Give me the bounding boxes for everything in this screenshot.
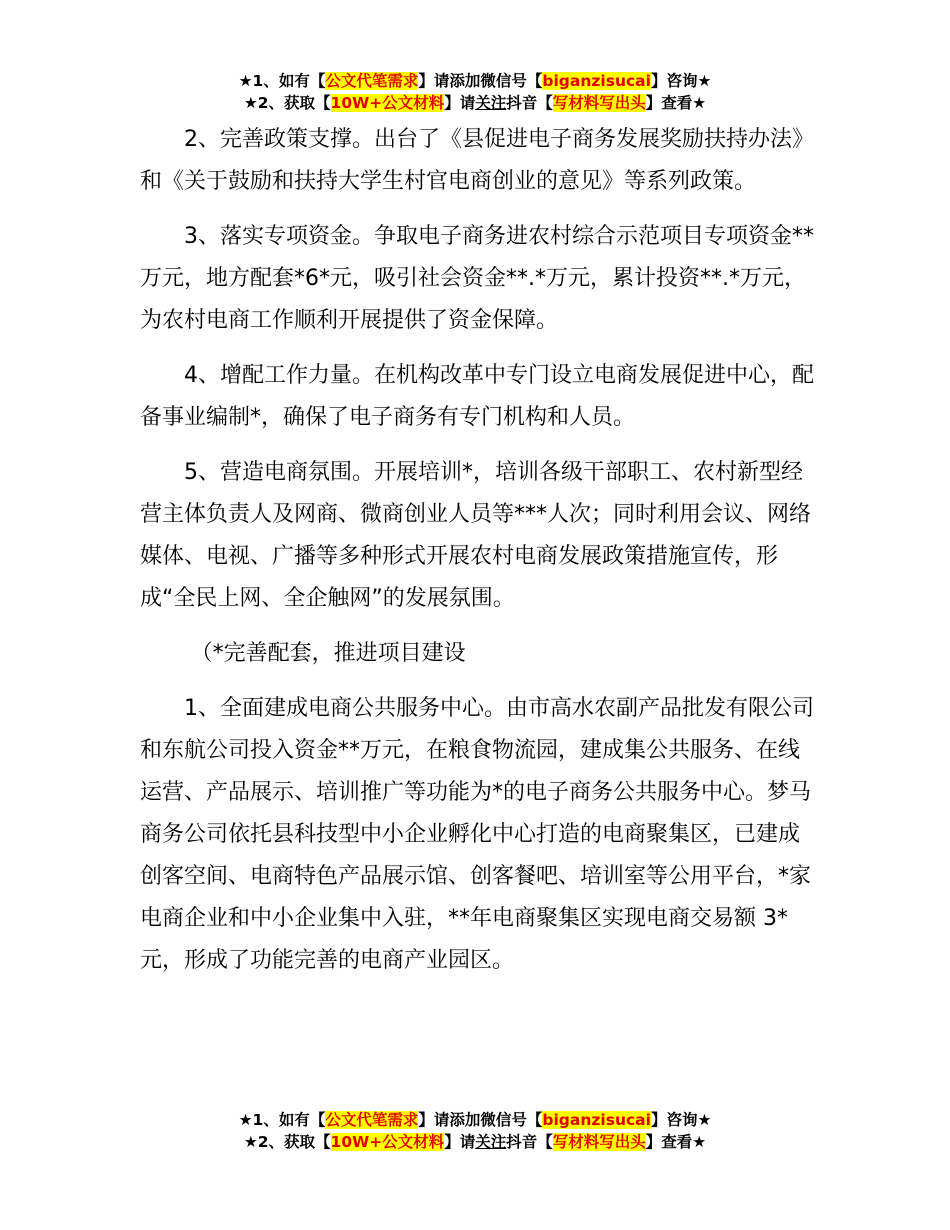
banner-highlight: 10W+公文材料	[330, 94, 445, 112]
banner-text: 】查看★	[645, 94, 707, 112]
banner-text: ★2、获取【	[243, 1133, 331, 1151]
banner-line-2	[0, 92, 950, 114]
banner-text: 微信号【	[480, 1111, 543, 1129]
banner-text: 抖音【	[506, 94, 553, 112]
banner-text: 抖音【	[506, 1133, 553, 1151]
banner-text: 】查看★	[645, 1133, 707, 1151]
banner-text: 】请	[418, 72, 450, 90]
banner-highlight-douyin: 写材料写出头	[552, 1133, 646, 1151]
banner-highlight-wechat: biganzisucai	[542, 1111, 651, 1129]
banner-text: 微信号【	[480, 72, 543, 90]
banner-underlined: 关注	[475, 94, 507, 112]
banner-text: 】请	[444, 94, 476, 112]
banner-highlight: 10W+公文材料	[330, 1133, 445, 1151]
banner-line-1	[0, 1109, 950, 1131]
banner-text: 】咨询★	[650, 1111, 712, 1129]
section-heading: （*完善配套，推进项目建设	[190, 641, 466, 666]
banner-line-2	[0, 1131, 950, 1153]
paragraph-work-force: 4、增配工作力量。在机构改革中专门设立电商发展促进中心，配备事业编制*，确保了电子商务有专门机构和人员。	[140, 363, 814, 430]
banner-text: ★2、获取【	[243, 94, 331, 112]
banner-text: ★1、如有【	[238, 1111, 326, 1129]
banner-line-1	[0, 70, 950, 92]
banner-text: 】请	[418, 1111, 450, 1129]
banner-underlined: 关注	[475, 1133, 507, 1151]
header-banner	[0, 70, 950, 114]
banner-text: 】咨询★	[650, 72, 712, 90]
footer-banner	[0, 1109, 950, 1153]
banner-highlight-wechat: biganzisucai	[542, 72, 651, 90]
banner-highlight-douyin: 写材料写出头	[552, 94, 646, 112]
document-body	[140, 119, 820, 995]
banner-text: 添加	[449, 72, 481, 90]
banner-text: 】请	[444, 1133, 476, 1151]
paragraph-policy-support: 2、完善政策支撑。出台了《县促进电子商务发展奖励扶持办法》和《关于鼓励和扶持大学生村官电商创业的意见》等系列政策。	[140, 127, 814, 194]
paragraph-special-funds: 3、落实专项资金。争取电子商务进农村综合示范项目专项资金**万元，地方配套*6*元，吸引社会资金**.*万元，累计投资**.*万元，为农村电商工作顺利开展提供了资金保障。	[140, 224, 814, 333]
banner-highlight: 公文代笔需求	[325, 1111, 419, 1129]
banner-text: ★1、如有【	[238, 72, 326, 90]
banner-text: 添加	[449, 1111, 481, 1129]
banner-highlight: 公文代笔需求	[325, 72, 419, 90]
paragraph-service-center: 1、全面建成电商公共服务中心。由市高水农副产品批发有限公司和东航公司投入资金**万元，在粮食物流园，建成集公共服务、在线运营、产品展示、培训推广等功能为*的电子商务公共服务中心。梦马商务公司依托县科技型中小企业孵化中心打造的电商聚集区，已建成创客空间、电商特色产品展示馆、创客餐吧、培训室等公用平台，*家电商企业和中小企业集中入驻，**年电商聚集区实现电商交易额 3*元，形成了功能完善的电商产业园区。	[140, 696, 814, 973]
paragraph-ecommerce-atmosphere: 5、营造电商氛围。开展培训*，培训各级干部职工、农村新型经营主体负责人及网商、微商创业人员等***人次；同时利用会议、网络媒体、电视、广播等多种形式开展农村电商发展政策措施宣传，形成“全民上网、全企触网”的发展氛围。	[140, 460, 812, 611]
